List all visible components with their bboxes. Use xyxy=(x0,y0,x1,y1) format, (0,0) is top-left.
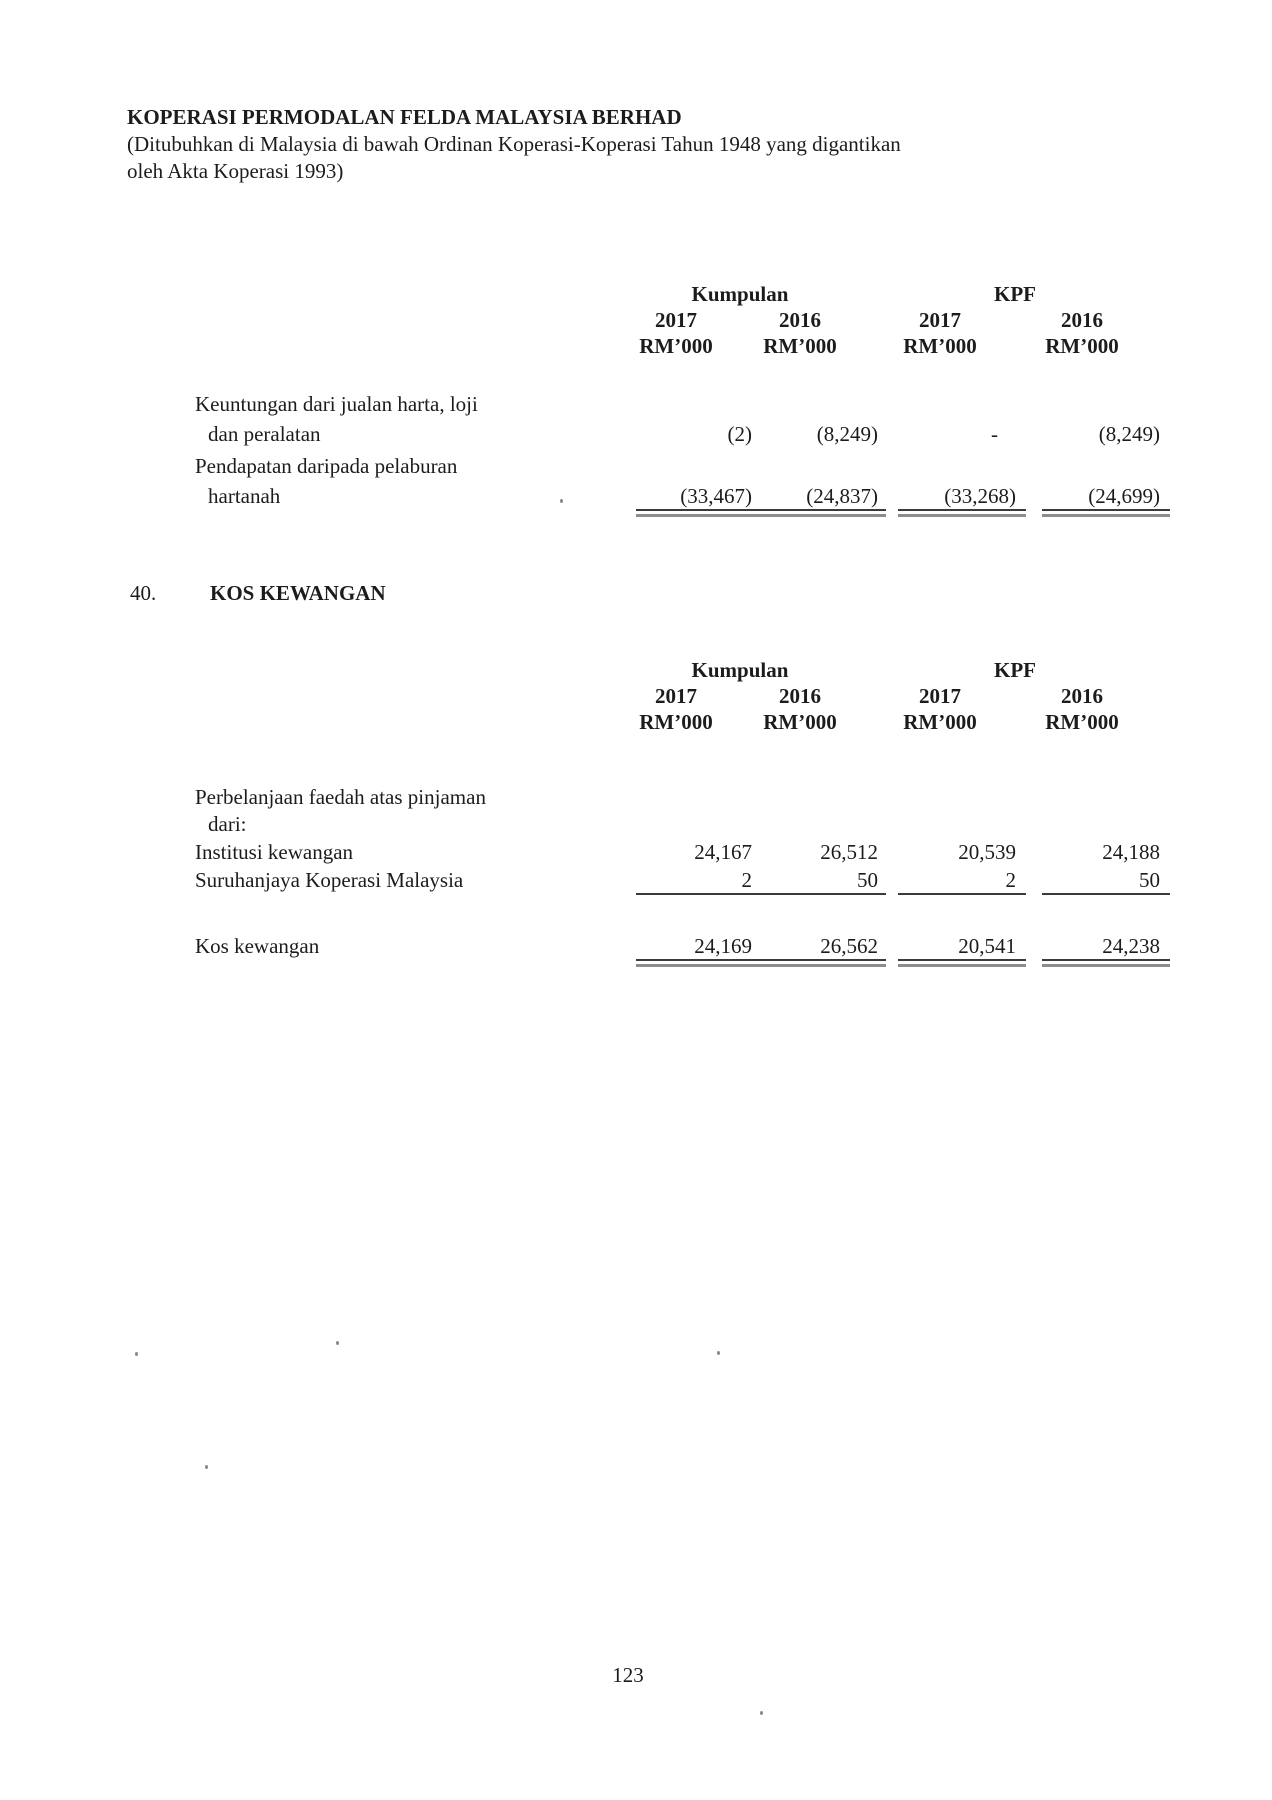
table1-row1-value-col1: (2) xyxy=(727,422,752,446)
table1-double-rule-col3-bottom xyxy=(898,514,1026,517)
table2-total-value-col1: 24,169 xyxy=(694,934,752,958)
table2-unit-col3: RM’000 xyxy=(903,710,977,734)
table2-total-value-col3: 20,541 xyxy=(958,934,1016,958)
table2-single-rule-col3 xyxy=(898,893,1026,895)
table2-single-rule-col2 xyxy=(760,893,886,895)
table1-double-rule-col4-top xyxy=(1042,509,1170,511)
table1-row2-value-col1: (33,467) xyxy=(680,484,752,508)
table1-double-rule-col4-bottom xyxy=(1042,514,1170,517)
table1-row2-value-col4: (24,699) xyxy=(1088,484,1160,508)
table2-double-rule-col4-bottom xyxy=(1042,964,1170,967)
table1-unit-col3: RM’000 xyxy=(903,334,977,358)
table2-unit-col4: RM’000 xyxy=(1045,710,1119,734)
table1-double-rule-col2-bottom xyxy=(760,514,886,517)
table2-group-header-kpf: KPF xyxy=(994,658,1036,682)
table1-row2-value-col3: (33,268) xyxy=(944,484,1016,508)
table2-double-rule-col1-top xyxy=(636,959,762,961)
table1-row1-value-col2: (8,249) xyxy=(816,422,878,446)
scan-speck xyxy=(560,499,563,503)
table2-total-label: Kos kewangan xyxy=(195,934,320,958)
table2-row1-value-col1: 24,167 xyxy=(694,840,752,864)
company-subtitle-line1: (Ditubuhkan di Malaysia di bawah Ordinan Koperasi-Koperasi Tahun 1948 yang digantikan xyxy=(127,132,901,156)
table1-unit-col2: RM’000 xyxy=(763,334,837,358)
table2-double-rule-col2-bottom xyxy=(760,964,886,967)
scan-speck xyxy=(205,1465,208,1469)
table2-row2-value-col4: 50 xyxy=(1139,868,1160,892)
table2-year-col3: 2017 xyxy=(919,684,961,708)
table2-total-value-col4: 24,238 xyxy=(1102,934,1160,958)
table2-single-rule-col4 xyxy=(1042,893,1170,895)
table1-row1-value-col4: (8,249) xyxy=(1098,422,1160,446)
table2-double-rule-col2-top xyxy=(760,959,886,961)
table2-row2-label: Suruhanjaya Koperasi Malaysia xyxy=(195,868,464,892)
table1-year-col3: 2017 xyxy=(919,308,961,332)
table2-year-col2: 2016 xyxy=(779,684,821,708)
table1-year-col4: 2016 xyxy=(1061,308,1103,332)
table1-group-header-kumpulan: Kumpulan xyxy=(691,282,789,306)
table2-row2-value-col1: 2 xyxy=(741,868,752,892)
table2-double-rule-col4-top xyxy=(1042,959,1170,961)
scan-speck xyxy=(760,1711,763,1715)
table2-year-col4: 2016 xyxy=(1061,684,1103,708)
table1-group-header-kpf: KPF xyxy=(994,282,1036,306)
table2-group-header-kumpulan: Kumpulan xyxy=(691,658,789,682)
table2-intro-line2: dari: xyxy=(208,812,247,836)
table2-unit-col2: RM’000 xyxy=(763,710,837,734)
page-number: 123 xyxy=(612,1663,644,1687)
table1-row2-value-col2: (24,837) xyxy=(806,484,878,508)
table2-row2-value-col2: 50 xyxy=(857,868,878,892)
section-title: KOS KEWANGAN xyxy=(210,581,386,605)
table2-double-rule-col1-bottom xyxy=(636,964,762,967)
table2-row1-value-col3: 20,539 xyxy=(958,840,1016,864)
table1-year-col1: 2017 xyxy=(655,308,697,332)
table2-intro-line1: Perbelanjaan faedah atas pinjaman xyxy=(195,785,486,809)
table1-unit-col1: RM’000 xyxy=(639,334,713,358)
table2-year-col1: 2017 xyxy=(655,684,697,708)
table2-row2-value-col3: 2 xyxy=(1005,868,1016,892)
table1-row2-label-line1: Pendapatan daripada pelaburan xyxy=(195,454,458,478)
table2-unit-col1: RM’000 xyxy=(639,710,713,734)
table2-single-rule-col1 xyxy=(636,893,762,895)
company-subtitle-line2: oleh Akta Koperasi 1993) xyxy=(127,159,344,183)
table1-unit-col4: RM’000 xyxy=(1045,334,1119,358)
table1-double-rule-col1-bottom xyxy=(636,514,762,517)
table1-row2-label-line2: hartanah xyxy=(208,484,281,508)
table2-row1-label: Institusi kewangan xyxy=(195,840,354,864)
table2-double-rule-col3-bottom xyxy=(898,964,1026,967)
table2-row1-value-col2: 26,512 xyxy=(820,840,878,864)
table1-double-rule-col1-top xyxy=(636,509,762,511)
table1-row1-label-line1: Keuntungan dari jualan harta, loji xyxy=(195,392,478,416)
table1-year-col2: 2016 xyxy=(779,308,821,332)
scan-speck xyxy=(717,1351,720,1355)
scan-speck xyxy=(336,1341,339,1345)
section-number: 40. xyxy=(130,581,157,605)
table1-row1-value-col3: - xyxy=(991,422,998,446)
table1-double-rule-col2-top xyxy=(760,509,886,511)
scan-speck xyxy=(135,1352,138,1356)
table2-double-rule-col3-top xyxy=(898,959,1026,961)
company-title: KOPERASI PERMODALAN FELDA MALAYSIA BERHAD xyxy=(127,105,682,129)
table2-total-value-col2: 26,562 xyxy=(820,934,878,958)
table1-row1-label-line2: dan peralatan xyxy=(208,422,321,446)
table2-row1-value-col4: 24,188 xyxy=(1102,840,1160,864)
table1-double-rule-col3-top xyxy=(898,509,1026,511)
